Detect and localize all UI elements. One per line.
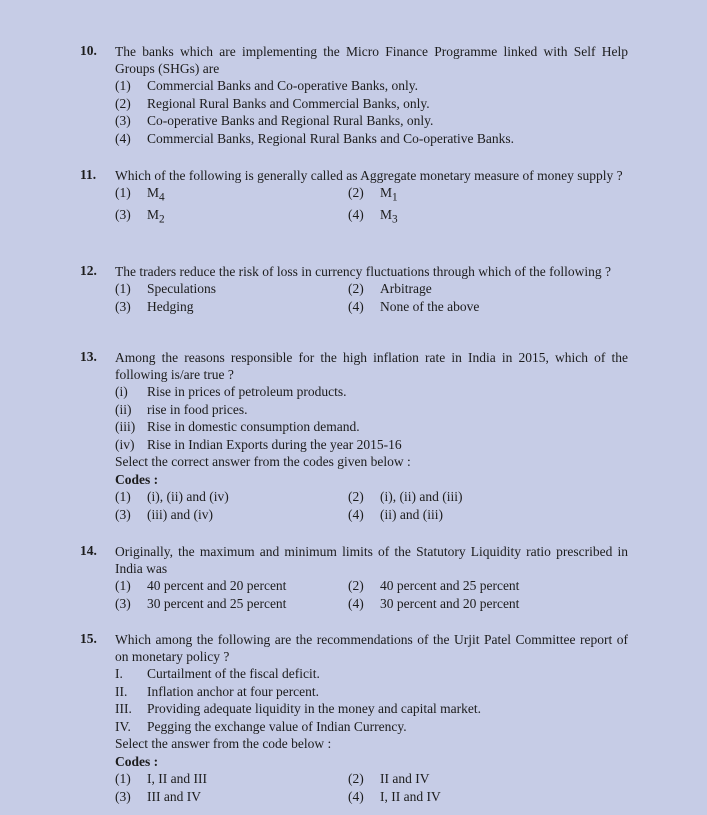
question-11: [80, 167, 628, 226]
option-2[interactable]: (2) Regional Rural Banks and Commercial Banks, only.: [115, 95, 430, 111]
statement-i: (i) Rise in prices of petroleum products.: [115, 384, 347, 399]
option-4[interactable]: (4) $M_3$: [348, 206, 398, 226]
question-stem: The traders reduce the risk of loss in currency fluctuations through which of the following ?: [115, 264, 611, 279]
question-number: 10.: [80, 43, 97, 58]
option-3[interactable]: (3) 30 percent and 25 percent: [115, 595, 287, 611]
question-12: [80, 263, 628, 315]
instruction: Select the correct answer from the codes given below :: [115, 454, 411, 469]
option-2[interactable]: (2) $M_1$: [348, 185, 398, 204]
question-stem: Originally, the maximum and minimum limits of the Statutory Liquidity ratio prescribed in India was: [115, 544, 628, 576]
statement-IV: IV. Pegging the exchange value of Indian Currency.: [115, 718, 407, 734]
codes-label: Codes :: [115, 471, 159, 487]
option-4[interactable]: (4) (ii) and (iii): [348, 506, 443, 522]
option-1[interactable]: (1) I, II and III: [115, 771, 207, 786]
question-14: [80, 543, 628, 612]
option-2[interactable]: (2) II and IV: [348, 771, 430, 786]
question-stem: Which among the following are the recommendations of the Urjit Patel Committee report of on monetary policy ?: [115, 632, 628, 664]
option-1[interactable]: (1) (i), (ii) and (iv): [115, 489, 229, 504]
option-1[interactable]: (1) 40 percent and 20 percent: [115, 578, 287, 593]
question-stem: Which of the following is generally called as Aggregate monetary measure of money supply ?: [115, 168, 623, 183]
option-1[interactable]: (1) Speculations: [115, 281, 216, 296]
option-3[interactable]: (3) Hedging: [115, 298, 194, 314]
statement-ii: (ii) rise in food prices.: [115, 401, 248, 417]
question-stem: Among the reasons responsible for the high inflation rate in India in 2015, which of the following is/are true ?: [115, 350, 628, 382]
option-3[interactable]: (3) III and IV: [115, 788, 201, 804]
option-2[interactable]: (2) (i), (ii) and (iii): [348, 489, 463, 504]
question-number: 14.: [80, 543, 97, 558]
statement-III: III. Providing adequate liquidity in the money and capital market.: [115, 701, 482, 716]
option-3[interactable]: (3) (iii) and (iv): [115, 506, 213, 522]
codes-label: Codes :: [115, 753, 159, 769]
option-3[interactable]: (3) Co-operative Banks and Regional Rural Banks, only.: [115, 113, 434, 128]
option-2[interactable]: (2) Arbitrage: [348, 281, 432, 296]
question-15: [80, 631, 628, 805]
statement-II: II. Inflation anchor at four percent.: [115, 683, 320, 699]
statement-iv: (iv) Rise in Indian Exports during the year 2015-16: [115, 436, 402, 452]
option-4[interactable]: (4) None of the above: [348, 298, 480, 314]
statement-iii: (iii) Rise in domestic consumption demand.: [115, 419, 360, 434]
statement-I: I. Curtailment of the fiscal deficit.: [115, 666, 320, 681]
question-number: 15.: [80, 631, 97, 646]
instruction: Select the answer from the code below :: [115, 736, 332, 751]
question-number: 12.: [80, 263, 97, 278]
option-4[interactable]: (4) 30 percent and 20 percent: [348, 595, 520, 611]
option-1[interactable]: (1) $M_4$: [115, 185, 165, 204]
question-10: [80, 43, 628, 147]
option-1[interactable]: (1) Commercial Banks and Co-operative Banks, only.: [115, 78, 418, 93]
question-13: [80, 349, 628, 523]
question-number: 11.: [80, 167, 97, 182]
option-2[interactable]: (2) 40 percent and 25 percent: [348, 578, 520, 593]
option-3[interactable]: (3) $M_2$: [115, 206, 165, 226]
question-number: 13.: [80, 349, 97, 364]
option-4[interactable]: (4) Commercial Banks, Regional Rural Banks and Co-operative Banks.: [115, 130, 515, 146]
option-4[interactable]: (4) I, II and IV: [348, 788, 441, 804]
question-stem: The banks which are implementing the Micro Finance Programme linked with Self Help Groups (SHGs) are: [115, 44, 628, 76]
